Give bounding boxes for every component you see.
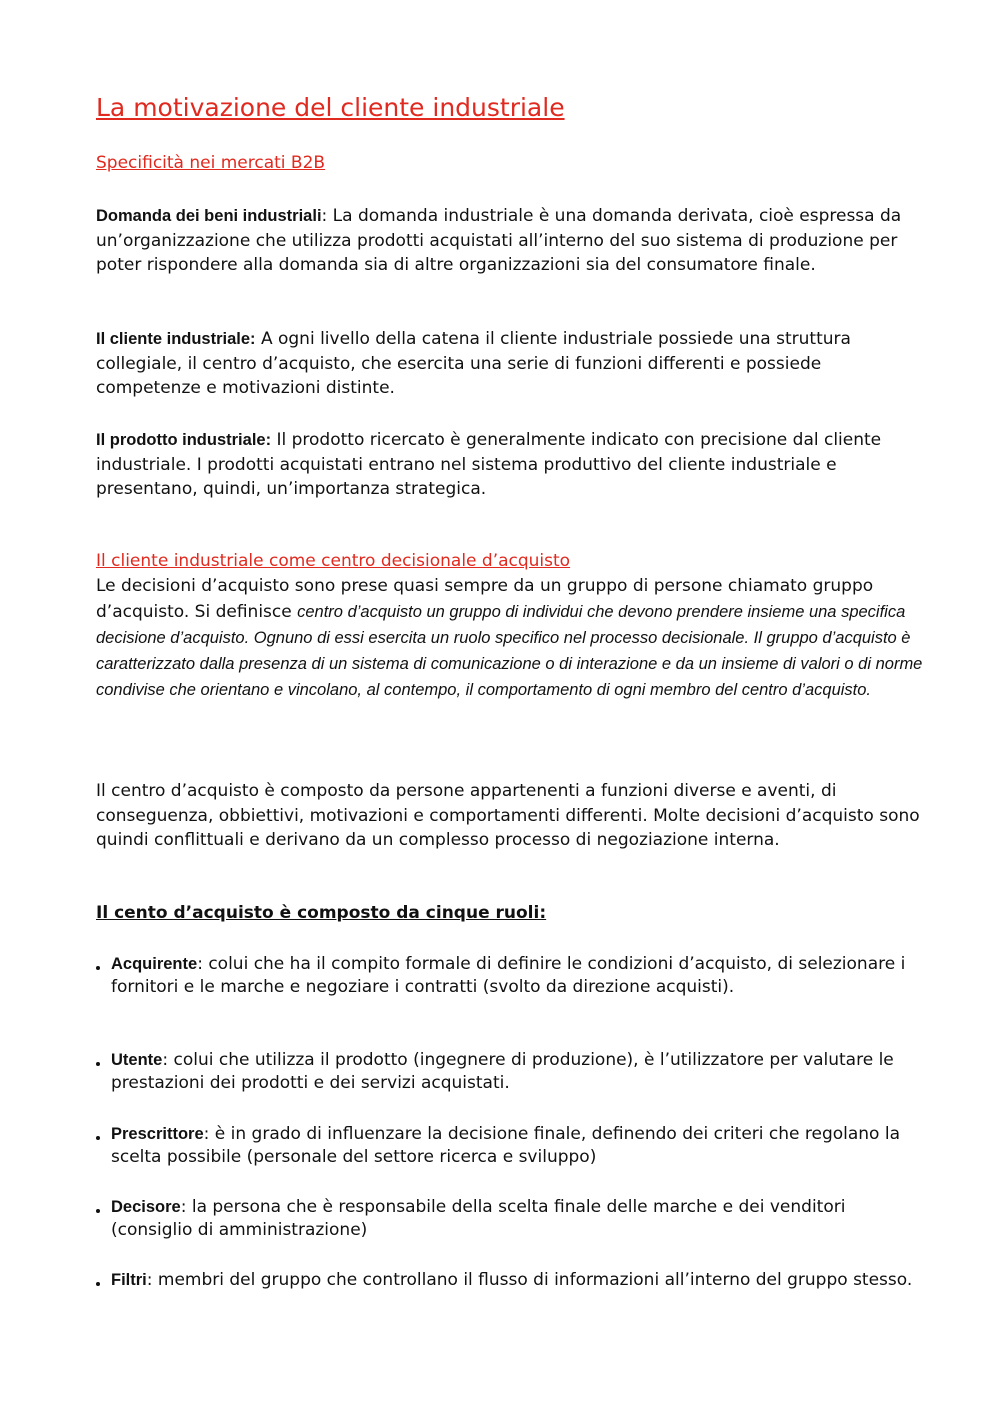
role-name: Prescrittore: [111, 1125, 204, 1143]
role-text: : colui che utilizza il prodotto (ingegnere di produzione), è l’utilizzatore per valutare le prestazioni dei prodotti e dei servizi acquistati.: [111, 1050, 894, 1093]
role-text: : colui che ha il compito formale di definire le condizioni d’acquisto, di selezionare i fornitori e le marche e negoziare i contratti (svolto da direzione acquisti).: [111, 954, 906, 997]
paragraph-text: A ogni livello della catena il cliente industriale possiede una struttura collegiale, il centro d’acquisto, che esercita una serie di funzioni differenti e possiede competenze e motivazioni distinte.: [96, 329, 851, 398]
role-text: : membri del gruppo che controllano il flusso di informazioni all’interno del gruppo stesso.: [146, 1270, 913, 1290]
document-title: La motivazione del cliente industriale: [96, 93, 565, 122]
bullet-icon: [96, 966, 100, 970]
bullet-icon: [96, 1282, 100, 1286]
section-heading-centro-decisionale: Il cliente industriale come centro decisionale d’acquisto: [96, 551, 571, 571]
paragraph-domanda: [96, 204, 926, 278]
paragraph-separator: :: [321, 206, 328, 226]
bullet-icon: [96, 1062, 100, 1066]
role-name: Acquirente: [111, 955, 198, 973]
roles-heading: Il cento d’acquisto è composto da cinque ruoli:: [96, 903, 547, 923]
paragraph-text: Il prodotto ricercato è generalmente indicato con precisione dal cliente industriale. I prodotti acquistati entrano nel sistema produttivo del cliente industriale e presentano, quindi, un’importanza strategica.: [96, 430, 882, 499]
list-item: [96, 1196, 931, 1242]
list-item: [96, 953, 931, 999]
role-text: : è in grado di influenzare la decisione finale, definendo dei criteri che regolano la scelta possibile (personale del settore ricerca e sviluppo): [111, 1124, 901, 1167]
role-name: Utente: [111, 1051, 163, 1069]
paragraph-label: Il cliente industriale:: [96, 330, 256, 348]
paragraph-gruppo-acquisto: [96, 573, 926, 703]
role-name: Decisore: [111, 1198, 181, 1216]
paragraph-composizione: Il centro d’acquisto è composto da persone appartenenti a funzioni diverse e aventi, di conseguenza, obbiettivi, motivazioni e comportamenti differenti. Molte decisioni d’acquisto sono quindi conflittuali e derivano da un complesso processo di negoziazione interna.: [96, 781, 920, 850]
paragraph-text: La domanda industriale è una domanda derivata, cioè espressa da un’organizzazione che utilizza prodotti acquistati all’interno del suo sistema di produzione per poter rispondere alla domanda sia di altre organizzazioni sia del consumatore finale.: [96, 206, 902, 275]
paragraph-label: Il prodotto industriale:: [96, 431, 272, 449]
bullet-icon: [96, 1136, 100, 1140]
paragraph-cliente: [96, 327, 926, 401]
list-item: [96, 1049, 931, 1095]
section-heading-b2b: Specificità nei mercati B2B: [96, 153, 326, 173]
paragraph-prodotto: [96, 428, 926, 502]
intro-italic-text: centro d’acquisto un gruppo di individui che devono prendere insieme una specifica decisione d’acquisto. Ognuno di essi esercita un ruolo specifico nel processo decisionale. Il gruppo d’acquisto è caratterizzato dalla presenza di un sistema di comunicazione o di interazione e da un insieme di valori o di norme condivise che orientano e vincolano, al contempo, il comportamento di ogni membro del centro d’acquisto.: [96, 603, 923, 699]
intro-plain-text: Le decisioni d’acquisto sono prese quasi sempre da un gruppo di persone chiamato gruppo d’acquisto. Si definisce: [96, 576, 874, 622]
list-item: [96, 1123, 931, 1169]
bullet-icon: [96, 1209, 100, 1213]
paragraph-label: Domanda dei beni industriali: [96, 207, 322, 225]
list-item: [96, 1269, 931, 1292]
role-text: : la persona che è responsabile della scelta finale delle marche e dei venditori (consiglio di amministrazione): [111, 1197, 846, 1240]
role-name: Filtri: [111, 1271, 147, 1289]
